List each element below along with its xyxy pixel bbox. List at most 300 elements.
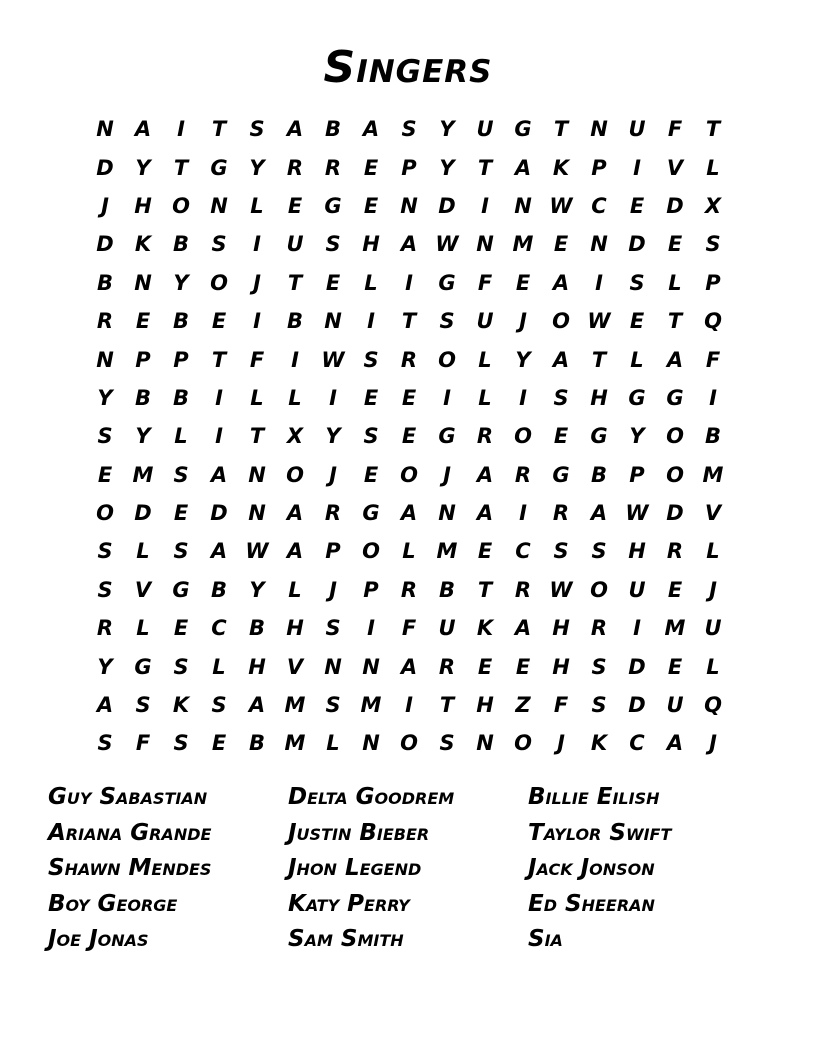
grid-letter[interactable]: E [553,232,569,257]
grid-letter[interactable]: G [362,501,380,526]
grid-letter[interactable]: K [552,155,570,180]
grid-letter[interactable]: D [628,232,646,257]
grid-letter[interactable]: M [702,462,724,487]
grid-letter[interactable]: P [591,155,607,180]
grid-letter[interactable]: P [173,347,189,372]
grid-letter[interactable]: W [587,309,611,334]
grid-letter[interactable]: N [96,117,114,142]
grid-letter[interactable]: M [284,693,306,718]
grid-letter[interactable]: P [401,155,417,180]
grid-letter[interactable]: Y [629,424,645,449]
grid-letter[interactable]: G [514,117,532,142]
grid-letter[interactable]: I [253,232,261,257]
grid-letter[interactable]: J [709,577,717,602]
grid-letter[interactable]: S [135,693,151,718]
grid-letter[interactable]: S [325,693,341,718]
grid-letter[interactable]: I [519,501,527,526]
grid-letter[interactable]: L [136,539,150,564]
grid-letter[interactable]: A [666,347,684,372]
grid-letter[interactable]: S [97,731,113,756]
grid-letter[interactable]: S [591,539,607,564]
grid-letter[interactable]: I [215,424,223,449]
grid-letter[interactable]: A [666,731,684,756]
grid-letter[interactable]: E [287,193,303,218]
grid-letter[interactable]: O [438,347,456,372]
grid-letter[interactable]: K [134,232,152,257]
grid-letter[interactable]: L [402,539,416,564]
grid-letter[interactable]: S [363,424,379,449]
grid-letter[interactable]: X [704,193,722,218]
grid-letter[interactable]: T [211,347,227,372]
grid-letter[interactable]: L [706,654,720,679]
grid-letter[interactable]: B [172,385,189,410]
grid-letter[interactable]: Y [249,155,265,180]
grid-letter[interactable]: J [253,270,261,295]
grid-letter[interactable]: B [134,385,151,410]
grid-letter[interactable]: G [134,654,152,679]
grid-letter[interactable]: P [135,347,151,372]
grid-letter[interactable]: H [362,232,380,257]
grid-letter[interactable]: N [476,232,494,257]
grid-letter[interactable]: A [286,117,304,142]
grid-letter[interactable]: S [325,232,341,257]
grid-letter[interactable]: L [174,424,188,449]
grid-letter[interactable]: E [553,424,569,449]
grid-letter[interactable]: S [363,347,379,372]
grid-letter[interactable]: N [362,731,380,756]
grid-letter[interactable]: U [704,616,722,641]
grid-letter[interactable]: D [666,501,684,526]
grid-letter[interactable]: O [514,731,532,756]
grid-letter[interactable]: A [400,232,418,257]
grid-letter[interactable]: W [625,501,649,526]
grid-letter[interactable]: L [288,385,302,410]
grid-letter[interactable]: S [591,693,607,718]
grid-letter[interactable]: S [553,539,569,564]
grid-letter[interactable]: F [401,616,417,641]
grid-letter[interactable]: E [325,270,341,295]
grid-letter[interactable]: J [443,462,451,487]
grid-letter[interactable]: O [552,309,570,334]
grid-letter[interactable]: K [476,616,494,641]
grid-letter[interactable]: O [286,462,304,487]
grid-letter[interactable]: G [210,155,228,180]
word-bank-item: Sam Smith [288,926,404,952]
grid-letter[interactable]: E [515,654,531,679]
grid-letter[interactable]: A [286,539,304,564]
grid-letter[interactable]: D [438,193,456,218]
grid-letter[interactable]: W [549,193,573,218]
grid-letter[interactable]: C [211,616,227,641]
grid-letter[interactable]: F [667,117,683,142]
grid-letter[interactable]: D [96,155,114,180]
grid-letter[interactable]: Y [515,347,531,372]
grid-letter[interactable]: T [591,347,607,372]
grid-letter[interactable]: E [401,385,417,410]
grid-letter[interactable]: S [705,232,721,257]
grid-letter[interactable]: U [476,309,494,334]
grid-letter[interactable]: M [360,693,382,718]
grid-letter[interactable]: O [514,424,532,449]
grid-letter[interactable]: E [401,424,417,449]
grid-letter[interactable]: T [553,117,569,142]
grid-letter[interactable]: T [287,270,303,295]
grid-letter[interactable]: R [666,539,684,564]
grid-letter[interactable]: R [590,616,608,641]
grid-letter[interactable]: E [667,654,683,679]
grid-letter[interactable]: D [628,693,646,718]
grid-letter[interactable]: N [438,501,456,526]
grid-letter[interactable]: F [553,693,569,718]
grid-letter[interactable]: S [401,117,417,142]
grid-letter[interactable]: A [362,117,380,142]
grid-letter[interactable]: F [477,270,493,295]
grid-letter[interactable]: N [210,193,228,218]
letter-grid [86,110,732,763]
grid-letter[interactable]: P [325,539,341,564]
grid-letter[interactable]: H [476,693,494,718]
word-bank-item: Ed Sheeran [528,890,655,917]
grid-letter[interactable]: I [595,270,603,295]
grid-letter[interactable]: O [590,577,608,602]
grid-letter[interactable]: Y [173,270,189,295]
grid-letter[interactable]: V [666,155,684,180]
grid-letter[interactable]: N [248,462,266,487]
grid-letter[interactable]: O [666,462,684,487]
grid-letter[interactable]: A [248,693,266,718]
grid-letter[interactable]: X [286,424,304,449]
grid-letter[interactable]: V [286,654,304,679]
grid-letter[interactable]: Y [249,577,265,602]
grid-letter[interactable]: V [134,577,152,602]
grid-letter[interactable]: S [249,117,265,142]
grid-letter[interactable]: G [666,385,684,410]
grid-letter[interactable]: S [173,654,189,679]
grid-letter[interactable]: A [400,501,418,526]
word-bank-item: Justin Bieber [288,819,430,846]
grid-letter[interactable]: E [363,193,379,218]
grid-letter[interactable]: L [706,155,720,180]
grid-letter[interactable]: A [590,501,608,526]
grid-letter[interactable]: E [477,654,493,679]
grid-letter[interactable]: R [514,462,532,487]
grid-letter[interactable]: P [363,577,379,602]
grid-letter[interactable]: R [552,501,570,526]
word-bank-item: Billie Eilish [528,784,660,810]
grid-letter[interactable]: L [706,539,720,564]
grid-letter[interactable]: S [553,385,569,410]
grid-letter[interactable]: J [709,731,717,756]
grid-letter[interactable]: R [324,155,342,180]
grid-letter[interactable]: U [286,232,304,257]
grid-letter[interactable]: N [476,731,494,756]
grid-letter[interactable]: S [325,616,341,641]
grid-letter[interactable]: F [249,347,265,372]
grid-letter[interactable]: L [478,385,492,410]
grid-letter[interactable]: G [552,462,570,487]
word-bank-item: Jack Jonson [528,855,655,881]
grid-letter[interactable]: S [173,731,189,756]
grid-letter[interactable]: S [97,424,113,449]
grid-letter[interactable]: N [362,654,380,679]
grid-letter[interactable]: S [211,232,227,257]
grid-letter[interactable]: T [173,155,189,180]
grid-letter[interactable]: M [132,462,154,487]
grid-letter[interactable]: E [173,616,189,641]
grid-letter[interactable]: I [709,385,717,410]
grid-letter[interactable]: A [552,347,570,372]
grid-letter[interactable]: I [253,309,261,334]
grid-letter[interactable]: B [96,270,113,295]
grid-letter[interactable]: J [519,309,527,334]
grid-letter[interactable]: R [400,347,418,372]
grid-letter[interactable]: P [629,462,645,487]
grid-letter[interactable]: T [439,693,455,718]
grid-letter[interactable]: S [591,654,607,679]
grid-letter[interactable]: G [438,270,456,295]
grid-letter[interactable]: E [135,309,151,334]
grid-letter[interactable]: J [557,731,565,756]
grid-letter[interactable]: G [590,424,608,449]
grid-letter[interactable]: J [101,193,109,218]
grid-letter[interactable]: D [134,501,152,526]
grid-letter[interactable]: I [177,117,185,142]
grid-letter[interactable]: N [514,193,532,218]
grid-letter[interactable]: N [590,232,608,257]
grid-letter[interactable]: P [705,270,721,295]
grid-letter[interactable]: S [173,539,189,564]
grid-letter[interactable]: L [364,270,378,295]
grid-letter[interactable]: N [400,193,418,218]
grid-letter[interactable]: W [435,232,459,257]
grid-letter[interactable]: U [666,693,684,718]
grid-letter[interactable]: L [478,347,492,372]
grid-letter[interactable]: A [286,501,304,526]
grid-letter[interactable]: I [367,616,375,641]
grid-letter[interactable]: G [628,385,646,410]
grid-letter[interactable]: O [400,462,418,487]
grid-letter[interactable]: G [438,424,456,449]
grid-letter[interactable]: Y [97,385,113,410]
grid-letter[interactable]: H [628,539,646,564]
grid-letter[interactable]: E [173,501,189,526]
grid-letter[interactable]: H [134,193,152,218]
grid-letter[interactable]: W [321,347,345,372]
grid-letter[interactable]: L [326,731,340,756]
grid-letter[interactable]: I [291,347,299,372]
grid-letter[interactable]: R [476,424,494,449]
grid-letter[interactable]: I [519,385,527,410]
grid-letter[interactable]: E [515,270,531,295]
grid-letter[interactable]: T [477,577,493,602]
grid-letter[interactable]: A [514,155,532,180]
grid-letter[interactable]: S [439,309,455,334]
grid-letter[interactable]: V [704,501,722,526]
grid-letter[interactable]: N [96,347,114,372]
grid-letter[interactable]: Z [515,693,531,718]
grid-letter[interactable]: I [633,616,641,641]
grid-letter[interactable]: Q [704,693,722,718]
grid-letter[interactable]: O [666,424,684,449]
grid-letter[interactable]: N [134,270,152,295]
grid-letter[interactable]: M [284,731,306,756]
grid-letter[interactable]: A [210,539,228,564]
grid-letter[interactable]: C [591,193,607,218]
grid-letter[interactable]: M [664,616,686,641]
grid-letter[interactable]: S [97,539,113,564]
grid-letter[interactable]: R [286,155,304,180]
grid-letter[interactable]: W [245,539,269,564]
grid-letter[interactable]: O [400,731,418,756]
grid-letter[interactable]: D [96,232,114,257]
grid-letter[interactable]: E [667,232,683,257]
grid-letter[interactable]: W [549,577,573,602]
grid-letter[interactable]: B [172,232,189,257]
grid-letter[interactable]: I [215,385,223,410]
grid-letter[interactable]: B [172,309,189,334]
grid-letter[interactable]: S [173,462,189,487]
grid-letter[interactable]: C [515,539,531,564]
grid-letter[interactable]: B [248,731,265,756]
grid-letter[interactable]: H [248,654,266,679]
grid-letter[interactable]: L [136,616,150,641]
grid-letter[interactable]: Q [704,309,722,334]
grid-letter[interactable]: A [552,270,570,295]
word-bank-item: Shawn Mendes [48,855,212,881]
grid-letter[interactable]: A [476,462,494,487]
grid-letter[interactable]: U [628,577,646,602]
word-bank-item: Delta Goodrem [288,784,455,810]
grid-letter[interactable]: D [666,193,684,218]
grid-letter[interactable]: Y [135,424,151,449]
grid-letter[interactable]: O [210,270,228,295]
word-bank-item: Sia [528,926,563,952]
grid-letter[interactable]: S [211,693,227,718]
grid-letter[interactable]: B [248,616,265,641]
grid-letter[interactable]: B [324,117,341,142]
grid-letter[interactable]: E [211,731,227,756]
grid-letter[interactable]: R [438,654,456,679]
grid-letter[interactable]: A [134,117,152,142]
grid-letter[interactable]: N [324,654,342,679]
grid-letter[interactable]: A [514,616,532,641]
grid-letter[interactable]: N [324,309,342,334]
grid-letter[interactable]: E [477,539,493,564]
grid-letter[interactable]: H [552,654,570,679]
grid-letter[interactable]: U [476,117,494,142]
grid-letter[interactable]: T [211,117,227,142]
grid-letter[interactable]: N [248,501,266,526]
grid-letter[interactable]: S [97,577,113,602]
word-bank-item: Katy Perry [288,890,410,917]
grid-letter[interactable]: E [363,385,379,410]
grid-letter[interactable]: U [628,117,646,142]
grid-letter[interactable]: Y [325,424,341,449]
word-bank-item: Joe Jonas [48,926,149,952]
grid-letter[interactable]: D [628,654,646,679]
grid-letter[interactable]: L [288,577,302,602]
grid-letter[interactable]: L [250,193,264,218]
grid-letter[interactable]: R [96,616,114,641]
grid-letter[interactable]: B [590,462,607,487]
grid-letter[interactable]: H [552,616,570,641]
grid-letter[interactable]: U [438,616,456,641]
grid-letter[interactable]: N [590,117,608,142]
grid-letter[interactable]: E [363,462,379,487]
grid-letter[interactable]: M [512,232,534,257]
grid-letter[interactable]: E [629,193,645,218]
grid-letter[interactable]: E [629,309,645,334]
grid-letter[interactable]: T [477,155,493,180]
grid-letter[interactable]: R [324,501,342,526]
grid-letter[interactable]: T [249,424,265,449]
grid-letter[interactable]: Y [439,155,455,180]
grid-letter[interactable]: I [633,155,641,180]
grid-letter[interactable]: I [405,270,413,295]
grid-letter[interactable]: S [439,731,455,756]
grid-letter[interactable]: E [363,155,379,180]
grid-letter[interactable]: L [250,385,264,410]
grid-letter[interactable]: M [436,539,458,564]
grid-letter[interactable]: B [286,309,303,334]
grid-letter[interactable]: Y [97,654,113,679]
grid-letter[interactable]: O [96,501,114,526]
grid-letter[interactable]: I [443,385,451,410]
grid-letter[interactable]: G [324,193,342,218]
grid-letter[interactable]: Y [439,117,455,142]
grid-letter[interactable]: Y [135,155,151,180]
grid-letter[interactable]: J [329,577,337,602]
grid-letter[interactable]: D [210,501,228,526]
grid-letter[interactable]: K [590,731,608,756]
grid-letter[interactable]: S [629,270,645,295]
grid-letter[interactable]: I [367,309,375,334]
grid-letter[interactable]: L [668,270,682,295]
grid-letter[interactable]: G [172,577,190,602]
grid-letter[interactable]: E [667,577,683,602]
grid-letter[interactable]: B [704,424,721,449]
grid-letter[interactable]: H [590,385,608,410]
grid-letter[interactable]: E [211,309,227,334]
grid-letter[interactable]: J [329,462,337,487]
grid-letter[interactable]: L [212,654,226,679]
grid-letter[interactable]: A [96,693,114,718]
grid-letter[interactable]: A [476,501,494,526]
grid-letter[interactable]: T [401,309,417,334]
grid-letter[interactable]: T [705,117,721,142]
grid-letter[interactable]: A [210,462,228,487]
grid-letter[interactable]: K [172,693,190,718]
grid-letter[interactable]: I [329,385,337,410]
grid-letter[interactable]: R [96,309,114,334]
grid-letter[interactable]: O [362,539,380,564]
grid-letter[interactable]: O [172,193,190,218]
grid-letter[interactable]: I [481,193,489,218]
grid-letter[interactable]: I [405,693,413,718]
grid-letter[interactable]: B [210,577,227,602]
grid-letter[interactable]: R [514,577,532,602]
grid-letter[interactable]: L [630,347,644,372]
grid-letter[interactable]: E [97,462,113,487]
grid-letter[interactable]: R [400,577,418,602]
grid-letter[interactable]: B [438,577,455,602]
grid-letter[interactable]: F [135,731,151,756]
grid-letter[interactable]: A [400,654,418,679]
grid-letter[interactable]: T [667,309,683,334]
grid-letter[interactable]: F [705,347,721,372]
grid-letter[interactable]: C [629,731,645,756]
grid-letter[interactable]: H [286,616,304,641]
